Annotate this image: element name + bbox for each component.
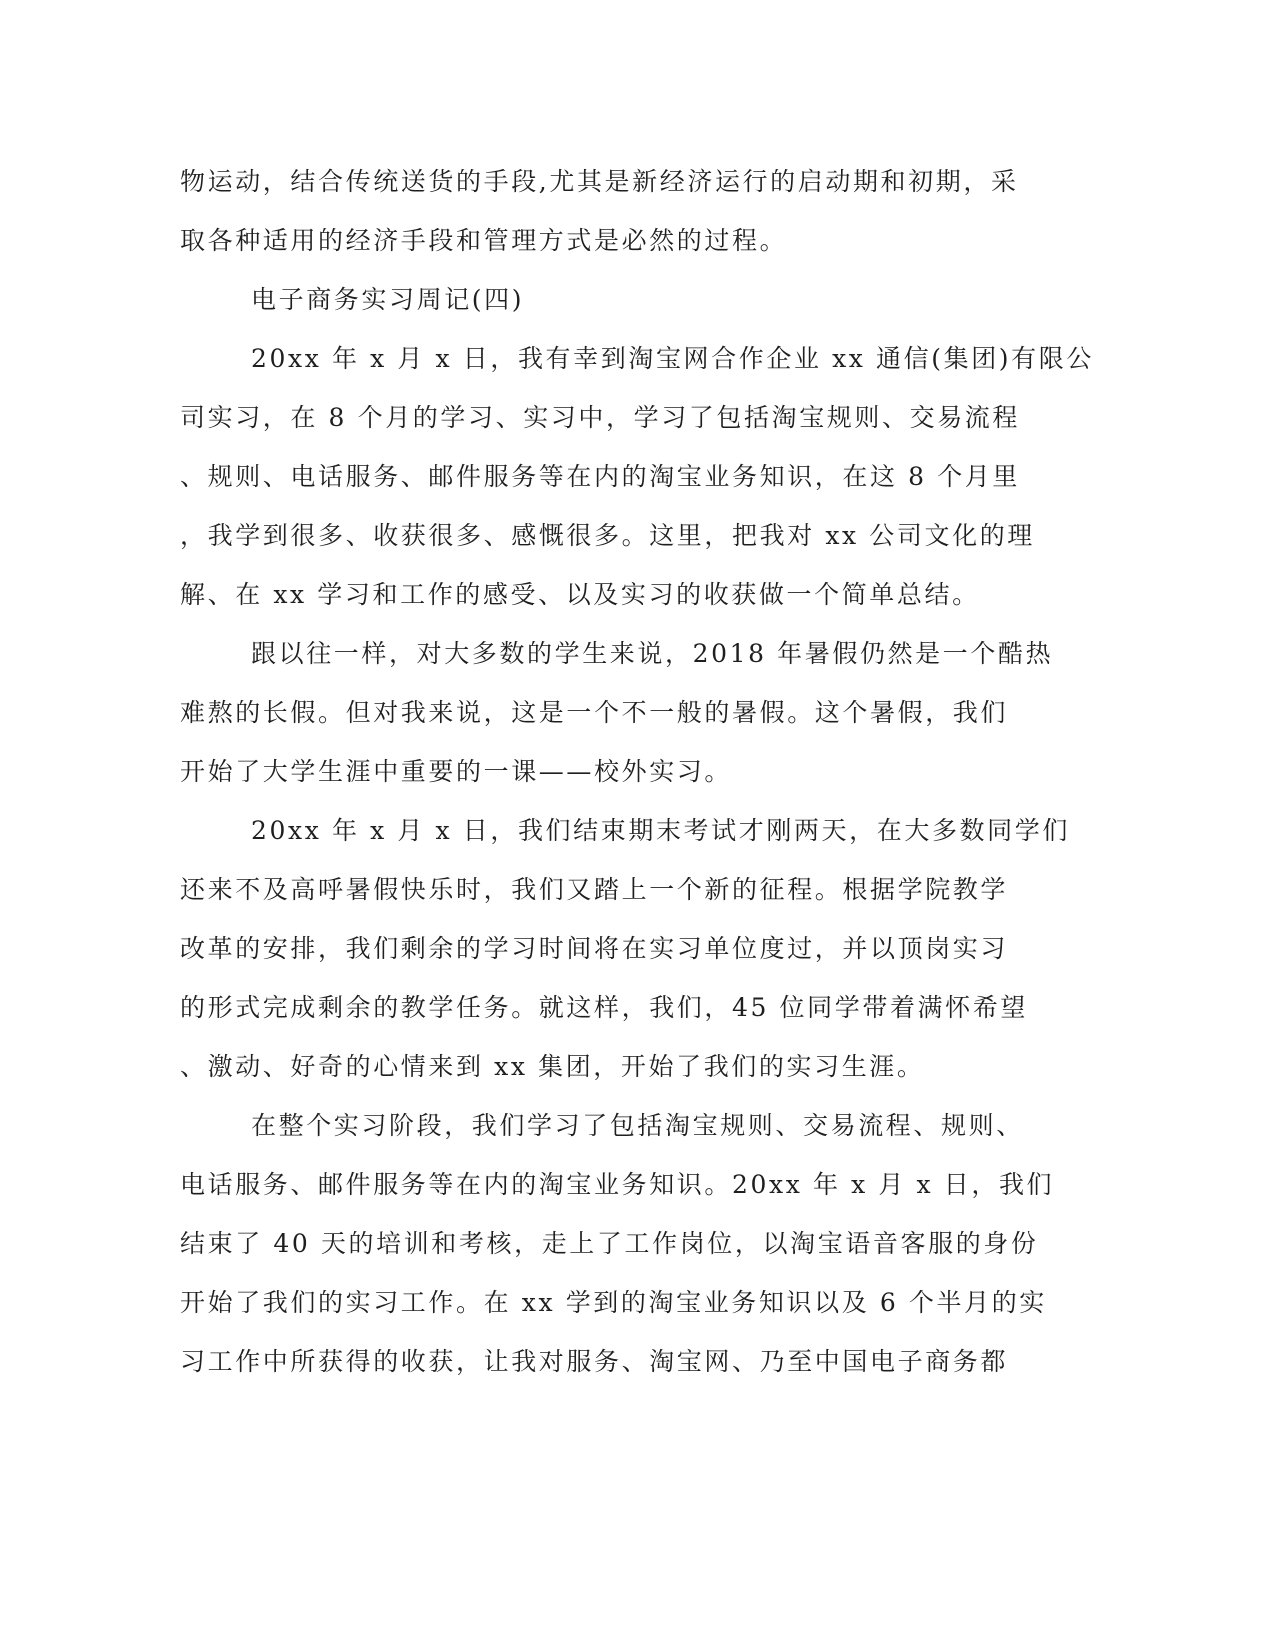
text-line: 司实习，在 8 个月的学习、实习中，学习了包括淘宝规则、交易流程 — [180, 403, 1021, 432]
text-line: 20xx 年 x 月 x 日，我有幸到淘宝网合作企业 xx 通信(集团)有限公 — [251, 344, 1094, 373]
text-line: ，我学到很多、收获很多、感慨很多。这里，把我对 xx 公司文化的理 — [180, 521, 1035, 550]
section-title: 电子商务实习周记(四) — [251, 285, 525, 314]
text-line: 物运动，结合传统送货的手段,尤其是新经济运行的启动期和初期，采 — [180, 167, 1019, 196]
text-line: 开始了我们的实习工作。在 xx 学到的淘宝业务知识以及 6 个半月的实 — [180, 1288, 1047, 1317]
text-line: 、规则、电话服务、邮件服务等在内的淘宝业务知识，在这 8 个月里 — [180, 462, 1021, 491]
text-line: 改革的安排，我们剩余的学习时间将在实习单位度过，并以顶岗实习 — [180, 934, 1009, 963]
text-line: 还来不及高呼暑假快乐时，我们又踏上一个新的征程。根据学院教学 — [180, 875, 1009, 904]
text-line: 难熬的长假。但对我来说，这是一个不一般的暑假。这个暑假，我们 — [180, 698, 1009, 727]
text-line: 、激动、好奇的心情来到 xx 集团，开始了我们的实习生涯。 — [180, 1052, 925, 1081]
text-line: 电话服务、邮件服务等在内的淘宝业务知识。20xx 年 x 月 x 日，我们 — [180, 1170, 1055, 1199]
text-line: 20xx 年 x 月 x 日，我们结束期末考试才刚两天，在大多数同学们 — [251, 816, 1070, 845]
text-line: 解、在 xx 学习和工作的感受、以及实习的收获做一个简单总结。 — [180, 580, 980, 609]
text-line: 取各种适用的经济手段和管理方式是必然的过程。 — [180, 226, 788, 255]
text-line: 结束了 40 天的培训和考核，走上了工作岗位，以淘宝语音客服的身份 — [180, 1229, 1039, 1258]
text-line: 习工作中所获得的收获，让我对服务、淘宝网、乃至中国电子商务都 — [180, 1347, 1009, 1376]
text-line: 在整个实习阶段，我们学习了包括淘宝规则、交易流程、规则、 — [251, 1111, 1024, 1140]
text-line: 的形式完成剩余的教学任务。就这样，我们，45 位同学带着满怀希望 — [180, 993, 1028, 1022]
text-line: 开始了大学生涯中重要的一课——校外实习。 — [180, 757, 733, 786]
text-line: 跟以往一样，对大多数的学生来说，2018 年暑假仍然是一个酷热 — [251, 639, 1054, 668]
